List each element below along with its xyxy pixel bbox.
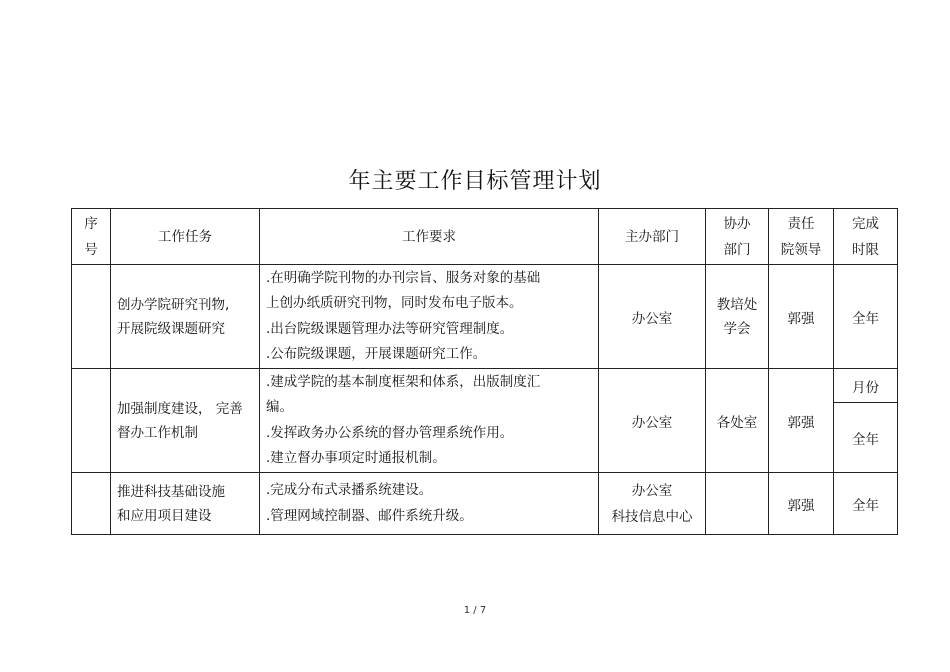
header-requirement: 工作要求 bbox=[260, 209, 599, 265]
header-task: 工作任务 bbox=[111, 209, 260, 265]
header-deadline: 完成 时限 bbox=[834, 209, 898, 265]
row-deadline-month: 月份 bbox=[834, 369, 898, 403]
header-assist-dept: 协办 部门 bbox=[706, 209, 769, 265]
row-lead-dept: 办公室 bbox=[599, 369, 706, 473]
row-seq bbox=[72, 369, 111, 473]
row-assist-dept: 各处室 bbox=[706, 369, 769, 473]
row-lead-dept: 办公室 bbox=[599, 265, 706, 369]
header-row bbox=[72, 209, 898, 265]
row-leader: 郭强 bbox=[769, 473, 834, 535]
row-seq bbox=[72, 265, 111, 369]
row-deadline: 全年 bbox=[834, 265, 898, 369]
row-leader: 郭强 bbox=[769, 265, 834, 369]
header-seq: 序 号 bbox=[72, 209, 111, 265]
row-leader: 郭强 bbox=[769, 369, 834, 473]
row-deadline: 全年 bbox=[834, 403, 898, 473]
row-requirements: .完成分布式录播系统建设。 .管理网域控制器、邮件系统升级。 bbox=[260, 473, 599, 535]
header-lead-dept: 主办部门 bbox=[599, 209, 706, 265]
row-deadline: 全年 bbox=[834, 473, 898, 535]
table-row bbox=[72, 265, 898, 369]
plan-table bbox=[71, 208, 898, 535]
row-requirements: .在明确学院刊物的办刊宗旨、服务对象的基础 上创办纸质研究刊物，同时发布电子版本。 .出台院级课题管理办法等研究管理制度。 .公布院级课题，开展课题研究工作。 bbox=[260, 265, 599, 369]
document-title: 年主要工作目标管理计划 bbox=[348, 169, 602, 194]
table-row bbox=[72, 369, 898, 403]
row-seq bbox=[72, 473, 111, 535]
row-assist-dept bbox=[706, 473, 769, 535]
row-requirements: .建成学院的基本制度框架和体系，出版制度汇 编。 .发挥政务办公系统的督办管理系统作用。 .建立督办事项定时通报机制。 bbox=[260, 369, 599, 473]
row-assist-dept: 教培处 学会 bbox=[706, 265, 769, 369]
row-lead-dept: 办公室 科技信息中心 bbox=[599, 473, 706, 535]
page-number: 1 / 7 bbox=[463, 605, 487, 616]
table-row bbox=[72, 473, 898, 535]
row-task: 推进科技基础设施 和应用项目建设 bbox=[111, 473, 260, 535]
header-leader: 责任 院领导 bbox=[769, 209, 834, 265]
row-task: 创办学院研究刊物, 开展院级课题研究 bbox=[111, 265, 260, 369]
row-task: 加强制度建设， 完善 督办工作机制 bbox=[111, 369, 260, 473]
